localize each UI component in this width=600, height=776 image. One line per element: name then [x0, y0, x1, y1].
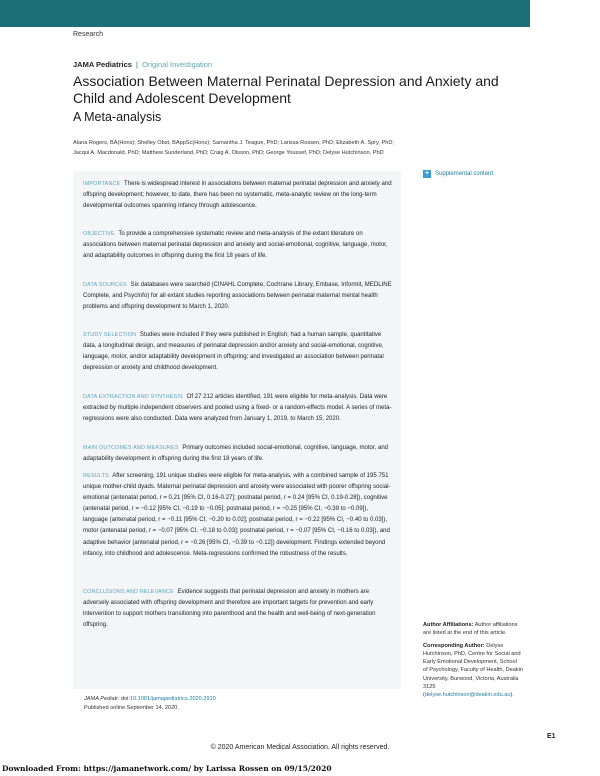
author-affiliations	[423, 621, 523, 638]
results-heading: RESULTS	[83, 473, 109, 479]
abstract-objective	[83, 229, 393, 262]
abstract-conclusions	[83, 587, 393, 631]
author-affiliations-label: Author Affiliations:	[423, 622, 474, 628]
email-link[interactable]: delyse.hutchinson@deakin.edu.au	[424, 692, 511, 699]
authors-line-2: Jacqui A. Macdonald, PhD; Matthew Sunderland, PhD; Craig A. Olsson, PhD; George Youssef, PhD; Delyse Hutchinson, PhD	[73, 150, 384, 156]
doi-link[interactable]: 10.1001/jamapediatrics.2020.2910	[129, 696, 216, 702]
section-label: Research	[73, 31, 103, 38]
citation-block	[84, 695, 364, 712]
journal-line	[73, 60, 212, 69]
abstract-data-extraction	[83, 392, 393, 425]
abstract-data-sources	[83, 280, 393, 313]
results-text: After screening, 191 unique studies were eligible for meta-analysis, with a combined sample of 195 751 unique mother-child dyads. Maternal perinatal depression and anxiety were associated with poorer offspring social-emotional (antenatal period, r = 0.21 [95% CI, 0.16-0.27]; postnatal period, r = 0.24 [95% CI, 0.19-0.28]), cognitive (antenatal period, r = −0.12 [95% CI, −0.19 to −0.05]; postnatal period, r = −0.25 [95% CI, −0.39 to −0.09]), language (antenatal period, r = −0.11 [95% CI, −0.20 to 0.02]; postnatal period, r = −0.22 [95% CI, −0.40 to 0.03]), motor (antenatal period, r = −0.07 [95% CI, −0.18 to 0.03]; postnatal period, r = −0.07 [95% CI, −0.16 to 0.03]), and adaptive behavior (antenatal period, r = −0.26 [95% CI, −0.39 to −0.12]) development. Findings extended beyond infancy, into childhood and adolescence. Meta-regressions confirmed the robustness of the results.	[83, 473, 391, 557]
abstract-outcomes	[83, 443, 393, 465]
article-subtitle: A Meta-analysis	[73, 110, 162, 124]
conclusions-text: Evidence suggests that perinatal depression and anxiety in mothers are adversely associated with offspring development and therefore are important targets for prevention and early intervention to support mothers transitioning into parenthood and the health and well-being of next-generation offspring.	[83, 589, 376, 629]
objective-heading: OBJECTIVE	[83, 231, 115, 237]
outcomes-text: Primary outcomes included social-emotional, cognitive, language, motor, and adaptability development in offspring during the first 18 years of life.	[83, 445, 389, 463]
data-sources-text: Six databases were searched (CINAHL Complete, Cochrane Library, Embase, Informit, MEDLINE Complete, and PsycInfo) for all extant studies reporting associations between perinatal maternal mental health problems and offspring development to March 1, 2020.	[83, 282, 392, 311]
citation-line	[84, 695, 364, 704]
article-type: Original Investigation	[142, 60, 213, 69]
author-affiliations-text: Author affiliations are listed at the end of this article.	[423, 622, 518, 637]
journal-separator: |	[136, 60, 138, 69]
plus-icon: +	[424, 170, 430, 177]
download-notice: Downloaded From: https://jamanetwork.com/ by Larissa Rossen on 09/15/2020	[2, 764, 332, 773]
abstract-study-selection	[83, 330, 393, 374]
data-extraction-text: Of 27 212 articles identified, 191 were eligible for meta-analysis. Data were extracted by multiple independent observers and pooled using a fixed- or a random-effects model. A series of meta-regressions were also conducted. Data were analyzed from January 1, 2019, to March 15, 2020.	[83, 394, 392, 423]
citation-doi-prefix: doi:	[120, 696, 130, 702]
corresponding-author-label: Corresponding Author:	[423, 642, 485, 649]
study-selection-text: Studies were included if they were published in English; had a human sample, quantitative data, a longitudinal design, and measures of perinatal depression and/or anxiety and social-emotional, cognitive, language, motor, and/or adaptability development in offspring; and investigated an association between perinatal depression or anxiety and childhood development.	[83, 332, 384, 372]
journal-name: JAMA Pediatrics	[73, 60, 132, 69]
importance-text: There is widespread interest in associations between maternal perinatal depression and anxiety and offspring development; however, to date, there has been no systematic, meta-analytic review on the long-term developmental outcomes spanning infancy through adolescence.	[83, 181, 392, 210]
data-extraction-heading: DATA EXTRACTION AND SYNTHESIS	[83, 394, 183, 400]
email-open-paren: (	[423, 692, 425, 699]
copyright-notice: © 2020 American Medical Association. All rights reserved.	[210, 744, 390, 751]
citation-journal: JAMA Pediatr.	[84, 696, 120, 702]
abstract-importance	[83, 179, 393, 212]
outcomes-heading: MAIN OUTCOMES AND MEASURES	[83, 445, 179, 451]
page-number: E1	[547, 733, 556, 740]
conclusions-heading: CONCLUSIONS AND RELEVANCE	[83, 589, 174, 595]
authors-line-1: Alana Rogers, BA(Hons); Shelley Obst, BAppSc(Hons); Samantha J. Teague, PhD; Larissa Rossen, PhD; Elizabeth A. Spry, PhD;	[73, 140, 394, 146]
article-title: Association Between Maternal Perinatal Depression and Anxiety and Child and Adolescent Development	[73, 73, 499, 106]
supplemental-content-link[interactable]	[423, 170, 493, 178]
affiliations-sidebar	[423, 621, 523, 704]
study-selection-heading: STUDY SELECTION	[83, 332, 137, 338]
abstract-box	[73, 171, 401, 689]
author-list	[73, 138, 493, 158]
supplemental-label: Supplemental content	[435, 171, 494, 177]
objective-text: To provide a comprehensive systematic review and meta-analysis of the extant literature on associations between maternal perinatal depression and anxiety and social-emotional, cognitive, language, motor, and adaptability outcomes in offspring during the first 18 years of life.	[83, 231, 388, 260]
brand-header-bar	[0, 0, 530, 27]
email-close-paren: ).	[510, 692, 514, 699]
published-date: Published online September 14, 2020.	[84, 704, 179, 711]
importance-heading: IMPORTANCE	[83, 181, 121, 187]
abstract-results	[83, 471, 393, 560]
corresponding-author	[423, 642, 523, 700]
data-sources-heading: DATA SOURCES	[83, 282, 127, 288]
corresponding-author-text: Delyse Hutchinson, PhD, Centre for Social and Early Emotional Development, School of Psychology, Faculty of Health, Deakin University, Burwood, Victoria, Australia 3125	[423, 642, 524, 691]
